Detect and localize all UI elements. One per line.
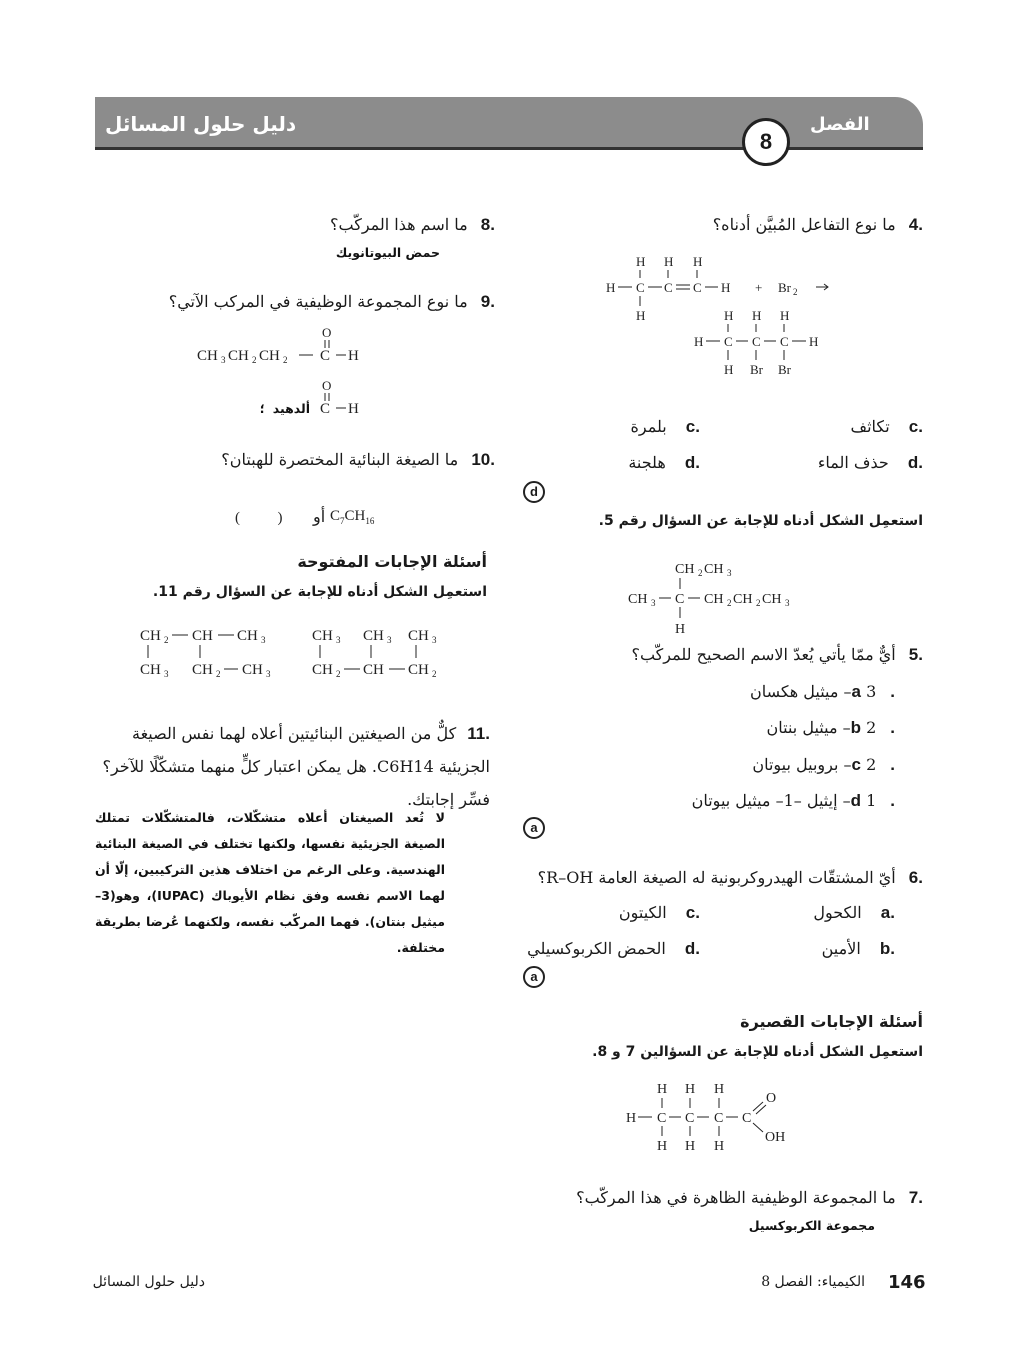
svg-text:CH: CH <box>228 348 249 364</box>
svg-text:CH: CH <box>312 662 333 678</box>
q78-intro: استعمِل الشكل أدناه للإجابة عن السؤالين 7 و 8. <box>592 1044 923 1060</box>
q10-answer-or: أو <box>313 507 326 526</box>
question-4 <box>560 215 923 235</box>
svg-text:H: H <box>724 308 734 323</box>
question-text: ما نوع المجموعة الوظيفية في المركب الآتي؟ <box>168 292 468 311</box>
svg-text:H: H <box>636 254 646 269</box>
question-7 <box>560 1188 923 1208</box>
svg-text:O: O <box>322 378 332 393</box>
svg-text:CH: CH <box>242 662 263 678</box>
svg-text:2: 2 <box>727 598 732 608</box>
q11-intro: استعمِل الشكل أدناه للإجابة عن السؤال رقم 11. <box>152 584 487 600</box>
svg-text:H: H <box>780 308 790 323</box>
question-number: .7 <box>908 1188 923 1207</box>
question-number: .10 <box>471 450 495 469</box>
question-text: أيّ المشتقّات الهيدروكربونية له الصيغة العامة R–OH؟ <box>537 868 896 887</box>
q4-option-c-left: .c بلمرة <box>630 417 700 436</box>
svg-text:3: 3 <box>164 669 169 679</box>
footer-chapter-text: الكيمياء: الفصل 8 <box>761 1274 865 1290</box>
svg-text:O: O <box>766 1091 777 1106</box>
question-number: .4 <box>908 215 923 234</box>
svg-text:3: 3 <box>785 598 790 608</box>
q5-intro: استعمِل الشكل أدناه للإجابة عن السؤال رقم 5. <box>598 513 923 529</box>
q4-option-d-left: .d هلجنة <box>628 453 700 472</box>
question-text: ما المجموعة الوظيفية الظاهرة في هذا المركّب؟ <box>576 1188 896 1207</box>
svg-text:H: H <box>626 1111 637 1126</box>
svg-text:3: 3 <box>336 635 341 645</box>
q9-structure-diagram <box>195 323 370 365</box>
svg-text:C: C <box>685 1111 695 1126</box>
svg-text:CH: CH <box>197 348 218 364</box>
q4-answer-circle: d <box>523 481 545 503</box>
svg-text:Br: Br <box>750 362 763 377</box>
q9-answer-aldehyde-diagram <box>315 376 370 418</box>
svg-text:3: 3 <box>261 635 266 645</box>
svg-text:C: C <box>742 1111 752 1126</box>
svg-text:2: 2 <box>793 287 798 297</box>
svg-text:CH: CH <box>140 628 161 644</box>
header-title: دليل حلول المسائل <box>105 112 297 136</box>
question-6 <box>530 868 923 888</box>
q6-option-a: .a الكحول <box>813 903 895 922</box>
short-answers-heading: أسئلة الإجابات القصيرة <box>740 1012 923 1031</box>
svg-text:C: C <box>780 334 789 349</box>
svg-text:2: 2 <box>756 598 761 608</box>
svg-text:CH: CH <box>733 592 753 607</box>
svg-text:CH: CH <box>192 628 213 644</box>
svg-text:3: 3 <box>651 598 656 608</box>
q5-option-c: .c 2– بروبيل بيوتان <box>752 755 895 774</box>
svg-text:O: O <box>322 325 332 340</box>
question-number: .9 <box>480 292 495 311</box>
svg-text:3: 3 <box>221 355 226 365</box>
svg-text:C: C <box>657 1111 667 1126</box>
footer-guide-text: دليل حلول المسائل <box>92 1274 205 1290</box>
svg-text:H: H <box>694 334 704 349</box>
svg-text:H: H <box>724 362 734 377</box>
svg-text:CH: CH <box>704 562 724 577</box>
chapter-label: الفصل <box>810 114 870 135</box>
svg-text:CH: CH <box>628 592 648 607</box>
svg-text:Br: Br <box>778 362 791 377</box>
svg-text:H: H <box>348 401 359 417</box>
q10-answer-formula: $C_7CH_{16}$ <box>330 508 375 526</box>
svg-text:CH: CH <box>363 628 384 644</box>
svg-text:3: 3 <box>727 568 732 578</box>
svg-text:CH: CH <box>259 348 280 364</box>
svg-text:C: C <box>320 348 331 364</box>
svg-text:3: 3 <box>266 669 271 679</box>
page-number: 146 <box>888 1272 926 1293</box>
svg-text:H: H <box>809 334 819 349</box>
svg-text:2: 2 <box>336 669 341 679</box>
svg-text:CH: CH <box>363 662 384 678</box>
svg-text:H: H <box>664 254 674 269</box>
svg-text:3: 3 <box>387 635 392 645</box>
svg-text:C: C <box>675 592 685 607</box>
question-9 <box>95 292 495 312</box>
svg-text:2: 2 <box>216 669 221 679</box>
svg-text:2: 2 <box>252 355 257 365</box>
question-number: .11 <box>467 724 490 743</box>
q11-answer: لا تُعد الصيغتان أعلاه متشكّلات، فالمتشكّلات تمتلك الصيغة الجزيئية نفسها، ولكنها تختلف في الصيغة البنائية الهندسية. وعلى الرغم من اختلاف هذين التركيبين، إلّا أن لهما الاسم نفسه وفق نظام الأيوباك (IUPAC)، وهو(3– ميثيل بنتان). فهما المركّب نفسه، ولكنهما عُرضا بطريقة مختلفة. <box>95 810 445 955</box>
open-answers-heading: أسئلة الإجابات المفتوحة <box>297 552 487 571</box>
question-text: كلٌّ من الصيغتين البنائيتين أعلاه لهما نفس الصيغة الجزيئية C6H14. هل يمكن اعتبار كلٍّ منهما متشكّلًا للآخر؟ فسِّر إجابتك. <box>102 724 490 809</box>
q6-option-d: .d الحمض الكربوكسيلي <box>527 939 700 958</box>
q78-structure-diagram <box>622 1077 802 1157</box>
svg-text:2: 2 <box>432 669 437 679</box>
svg-text:H: H <box>685 1082 696 1097</box>
svg-text:H: H <box>675 622 686 637</box>
svg-text:2: 2 <box>164 635 169 645</box>
svg-text:CH: CH <box>408 662 429 678</box>
svg-text:CH: CH <box>675 562 695 577</box>
question-8 <box>95 215 495 235</box>
svg-text:CH: CH <box>237 628 258 644</box>
q11-structures-diagram <box>138 622 458 684</box>
question-number: .6 <box>908 868 923 887</box>
svg-text:CH: CH <box>140 662 161 678</box>
svg-text:H: H <box>693 254 703 269</box>
svg-text:C: C <box>636 280 645 295</box>
svg-text:H: H <box>714 1082 725 1097</box>
q8-answer: حمض البيوتانويك <box>335 245 440 260</box>
question-text: ما نوع التفاعل المُبيَّن أدناه؟ <box>712 215 896 234</box>
svg-text:H: H <box>752 308 762 323</box>
q6-option-c: .c الكيتون <box>618 903 700 922</box>
question-text: ما اسم هذا المركّب؟ <box>330 215 468 234</box>
q5-answer-circle: a <box>523 817 545 839</box>
q6-option-b: .b الأمين <box>821 939 895 958</box>
svg-text:H: H <box>685 1139 696 1154</box>
q9-answer: ألدهيد؛ <box>259 401 310 416</box>
q4-option-c-right: .c تكاثف <box>850 417 923 436</box>
question-11 <box>95 717 490 816</box>
svg-text:H: H <box>721 280 731 295</box>
svg-text:H: H <box>714 1139 725 1154</box>
q5-option-b: .b 2– ميثيل بنتان <box>766 718 895 737</box>
q4-reaction-diagram <box>600 250 840 380</box>
svg-text:H: H <box>606 280 616 295</box>
q4-option-d-right: .d حذف الماء <box>817 453 923 472</box>
svg-text:C: C <box>724 334 733 349</box>
q6-answer-circle: a <box>523 966 545 988</box>
svg-text:CH: CH <box>704 592 724 607</box>
svg-text:OH: OH <box>765 1130 786 1145</box>
question-10 <box>95 450 495 470</box>
svg-text:2: 2 <box>698 568 703 578</box>
q5-option-d: .d 1– إيثيل –1– ميثيل بيوتان <box>691 791 895 810</box>
svg-text:CH: CH <box>312 628 333 644</box>
header-underline <box>95 147 923 150</box>
question-number: .5 <box>908 645 923 664</box>
svg-text:3: 3 <box>432 635 437 645</box>
svg-text:C: C <box>320 401 331 417</box>
svg-text:C: C <box>714 1111 724 1126</box>
svg-text:CH: CH <box>762 592 782 607</box>
svg-text:H: H <box>657 1139 668 1154</box>
svg-text:H: H <box>348 348 359 364</box>
svg-text:2: 2 <box>283 355 288 365</box>
question-5 <box>560 645 923 665</box>
q10-answer-paren: ( ) <box>235 510 283 526</box>
question-text: ما الصيغة البنائية المختصرة للهبتان؟ <box>221 450 459 469</box>
svg-text:C: C <box>664 280 673 295</box>
chapter-number-badge: 8 <box>742 118 790 166</box>
svg-text:+: + <box>755 280 763 295</box>
svg-text:C: C <box>693 280 702 295</box>
q7-answer: مجموعة الكربوكسيل <box>748 1218 875 1233</box>
svg-text:Br: Br <box>778 280 791 295</box>
question-text: أيٌّ ممّا يأتي يُعدّ الاسم الصحيح للمركّب؟ <box>631 645 896 664</box>
svg-text:H: H <box>636 308 646 323</box>
q5-option-a: .a 3– ميثيل هكسان <box>750 682 895 701</box>
q5-structure-diagram <box>625 555 805 640</box>
svg-text:CH: CH <box>192 662 213 678</box>
svg-text:H: H <box>657 1082 668 1097</box>
svg-text:CH: CH <box>408 628 429 644</box>
svg-text:C: C <box>752 334 761 349</box>
question-number: .8 <box>480 215 495 234</box>
